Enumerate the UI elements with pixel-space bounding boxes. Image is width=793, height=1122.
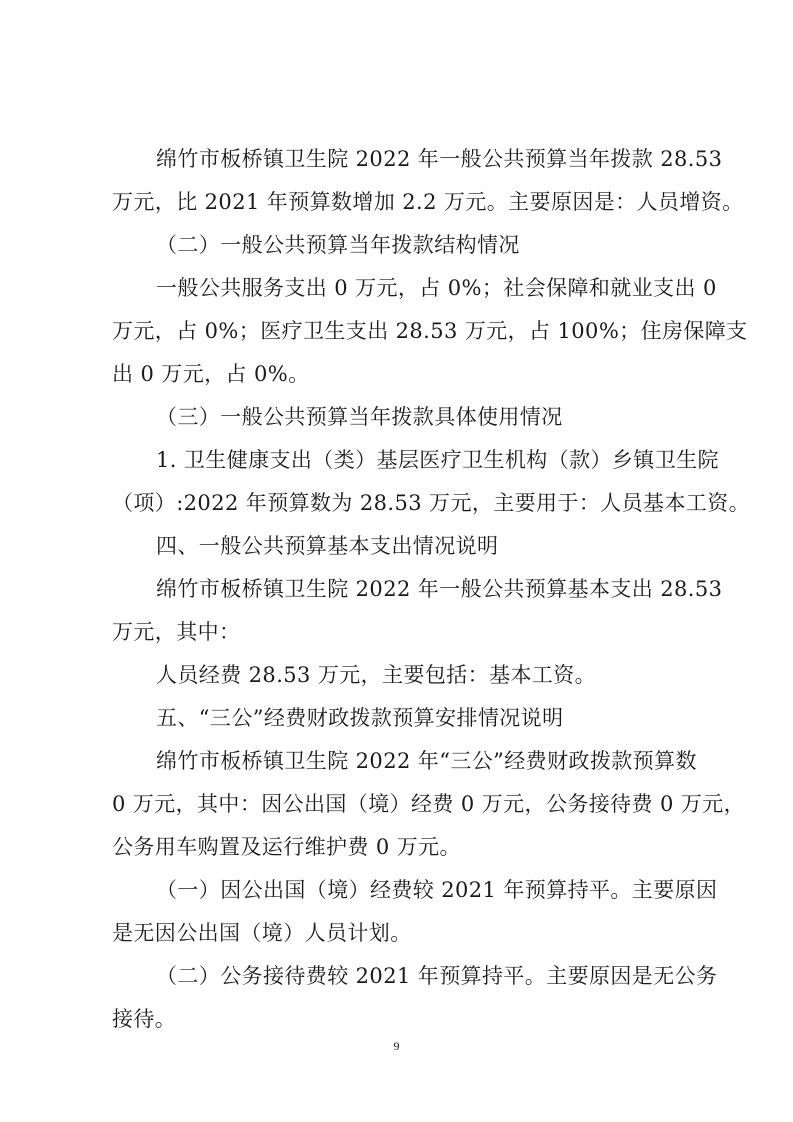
- text-line: 万元，比 2021 年预算数增加 2.2 万元。主要原因是：人员增资。: [112, 190, 744, 214]
- paragraph-line: [0, 918, 793, 948]
- text-line: （二）公务接待费较 2021 年预算持平。主要原因是无公务: [156, 964, 718, 988]
- paragraph-line: [0, 660, 793, 690]
- text-line: 是无因公出国（境）人员计划。: [112, 921, 412, 945]
- paragraph-line: [0, 488, 793, 518]
- section-heading: [0, 703, 793, 733]
- text-line: 万元，其中：: [112, 620, 241, 644]
- text-line: 公务用车购置及运行维护费 0 万元。: [112, 835, 461, 859]
- text-line: 绵竹市板桥镇卫生院 2022 年“三公”经费财政拨款预算数: [156, 749, 697, 773]
- text-line: 1. 卫生健康支出（类）基层医疗卫生机构（款）乡镇卫生院: [156, 448, 719, 472]
- text-line: 接待。: [112, 1007, 177, 1031]
- paragraph-line: [0, 961, 793, 991]
- paragraph-line: [0, 273, 793, 303]
- text-line: （项）:2022 年预算数为 28.53 万元，主要用于：人员基本工资。: [112, 491, 751, 515]
- paragraph-line: [0, 789, 793, 819]
- paragraph-line: [0, 445, 793, 475]
- paragraph-line: [0, 187, 793, 217]
- text-line: （一）因公出国（境）经费较 2021 年预算持平。主要原因: [156, 878, 718, 902]
- section-heading: [0, 531, 793, 561]
- text-line: 四、一般公共预算基本支出情况说明: [156, 534, 499, 558]
- paragraph-line: [0, 144, 793, 174]
- page-number: 9: [393, 1039, 400, 1053]
- paragraph-line: [0, 316, 793, 346]
- text-line: 0 万元，其中：因公出国（境）经费 0 万元，公务接待费 0 万元，: [112, 792, 746, 816]
- section-heading: [0, 230, 793, 260]
- text-line: （二）一般公共预算当年拨款结构情况: [156, 233, 520, 257]
- paragraph-line: [0, 746, 793, 776]
- paragraph-line: [0, 875, 793, 905]
- text-line: 万元，占 0%；医疗卫生支出 28.53 万元，占 100%；住房保障支: [112, 319, 748, 343]
- text-line: （三）一般公共预算当年拨款具体使用情况: [156, 405, 563, 429]
- paragraph-line: [0, 359, 793, 389]
- paragraph-line: [0, 832, 793, 862]
- text-line: 绵竹市板桥镇卫生院 2022 年一般公共预算基本支出 28.53: [156, 577, 723, 601]
- section-heading: [0, 402, 793, 432]
- text-line: 出 0 万元，占 0%。: [112, 362, 310, 386]
- paragraph-line: [0, 574, 793, 604]
- text-line: 人员经费 28.53 万元，主要包括：基本工资。: [156, 663, 597, 687]
- paragraph-line: [0, 1004, 793, 1034]
- paragraph-line: [0, 617, 793, 647]
- text-line: 一般公共服务支出 0 万元，占 0%；社会保障和就业支出 0: [156, 276, 717, 300]
- text-line: 绵竹市板桥镇卫生院 2022 年一般公共预算当年拨款 28.53: [156, 147, 723, 171]
- text-line: 五、“三公”经费财政拨款预算安排情况说明: [156, 706, 564, 730]
